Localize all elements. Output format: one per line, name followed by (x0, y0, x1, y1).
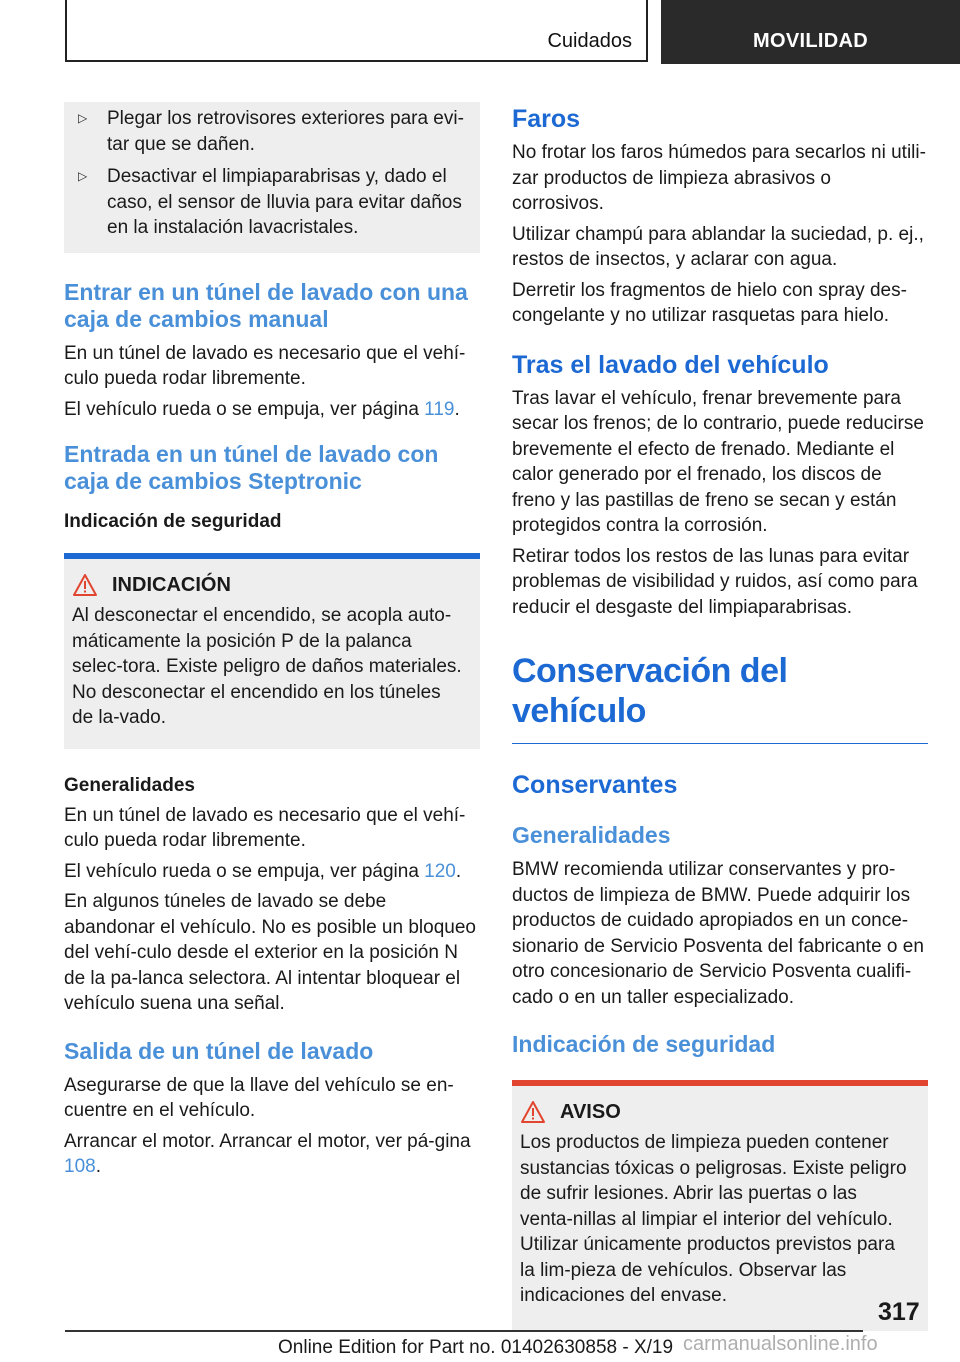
heading-safety: Indicación de seguridad (512, 1031, 776, 1057)
footer-rule (65, 1330, 863, 1332)
notice-text: Los productos de limpieza pueden contener sustancias tóxicas o peligrosas. Existe peligro de sufrir lesiones. Abrir las puertas o las venta-nillas al limpiar el interior del vehículo. Utilizar únicamente productos previstos para la lim-pieza de vehículos. Observar las indicaciones del envase. (520, 1132, 907, 1306)
heading-manual-wash: Entrar en un túnel de lavado con una caja de cambios manual (64, 278, 468, 332)
paragraph: Utilizar champú para ablandar la suciedad, p. ej., restos de insectos, y aclarar con agua. (512, 223, 924, 270)
bullet-text: Plegar los retrovisores exteriores para evi-tar que se dañen. (107, 108, 464, 155)
header-section-box (65, 0, 648, 62)
paragraph: En algunos túneles de lavado se debe abandonar el vehículo. No es posible un bloqueo del vehí-culo desde el exterior en la posición N de la pa-lanca selectora. Al intentar bloquear el vehículo suena una señal. (64, 891, 476, 1014)
notice-title (72, 573, 464, 597)
bullet-text: Desactivar el limpiaparabrisas y, dado el caso, el sensor de lluvia para evitar daños en la instalación lavacristales. (107, 166, 462, 238)
bullet-item (78, 164, 464, 241)
right-column (512, 102, 928, 1331)
paragraph: El vehículo rueda o se empuja, ver página 119. (64, 398, 460, 420)
page-header (0, 0, 960, 66)
paragraph: Derretir los fragmentos de hielo con spray des-congelante y no utilizar rasquetas para hielo. (512, 279, 907, 326)
footer-edition: Online Edition for Part no. 01402630858 - X/19 (278, 1337, 674, 1358)
heading-faros: Faros (512, 105, 581, 133)
heading-vehicle-care: Conservación del vehículo (512, 652, 788, 730)
notice-box (512, 1086, 928, 1331)
page-number: 317 (878, 1298, 920, 1326)
paragraph: No frotar los faros húmedos para secarlos ni utili-zar productos de limpieza abrasivos o corrosivos. (512, 142, 926, 214)
header-section-title: Cuidados (547, 30, 632, 52)
left-column (64, 102, 480, 1185)
heading-after-wash: Tras el lavado del vehículo (512, 350, 829, 379)
triangle-bullet-icon: ▷ (78, 169, 88, 183)
paragraph: Arrancar el motor. Arrancar el motor, ver pá-gina 108. (64, 1130, 471, 1177)
warning-triangle-icon (72, 573, 112, 597)
bullet-item (78, 106, 464, 157)
notice-title-text: INDICACIÓN (112, 573, 231, 596)
bullet-box (64, 102, 480, 253)
header-chapter-tab (661, 0, 960, 64)
paragraph: Tras lavar el vehículo, frenar brevemente para secar los frenos; de lo contrario, puede reducirse brevemente el efecto de frenado. Mediante el calor generado por el frenado, los discos de freno y las pastillas de freno se secan y están protegidos contra la corrosión. (512, 387, 924, 536)
notice-box (64, 559, 480, 749)
paragraph: BMW recomienda utilizar conservantes y pro-ductos de limpieza de BMW. Puede adquirir los productos de cuidado apropiados en un conce-sionario de Servicio Posventa del fabricante o en otro concesionario de Servicio Posventa cualifi-cado o en un taller especializado. (512, 859, 924, 1008)
page-link[interactable]: 119 (424, 398, 455, 420)
heading-general: Generalidades (64, 774, 195, 796)
header-chapter-label: MOVILIDAD (753, 30, 868, 52)
warning-triangle-icon (520, 1100, 560, 1124)
paragraph: En un túnel de lavado es necesario que el vehí-culo pueda rodar libremente. (64, 804, 466, 851)
notice-title (520, 1100, 912, 1124)
heading-steptronic-wash: Entrada en un túnel de lavado con caja de cambios Steptronic (64, 441, 439, 494)
paragraph: Asegurarse de que la llave del vehículo se en-cuentre en el vehículo. (64, 1074, 454, 1121)
notice-title-text: AVISO (560, 1100, 621, 1123)
heading-safety: Indicación de seguridad (64, 511, 282, 532)
paragraph: El vehículo rueda o se empuja, ver página 120. (64, 860, 462, 882)
notice-text: Al desconectar el encendido, se acopla auto-máticamente la posición P de la palanca selec-tora. Existe peligro de daños materiales. No desconectar el encendido en los túneles de la-vado. (72, 605, 462, 728)
heading-exit-wash: Salida de un túnel de lavado (64, 1037, 374, 1064)
heading-preservatives: Conservantes (512, 771, 678, 799)
page-link[interactable]: 120 (424, 860, 456, 882)
watermark: carmanualsonline.info (683, 1333, 878, 1355)
paragraph: En un túnel de lavado es necesario que el vehí-culo pueda rodar libremente. (64, 342, 466, 389)
heading-general: Generalidades (512, 822, 671, 848)
paragraph: Retirar todos los restos de las lunas para evitar problemas de visibilidad y ruidos, así como para reducir el desgaste del limpiaparabrisas. (512, 545, 918, 618)
page-link[interactable]: 108 (64, 1156, 96, 1177)
triangle-bullet-icon: ▷ (78, 111, 88, 125)
